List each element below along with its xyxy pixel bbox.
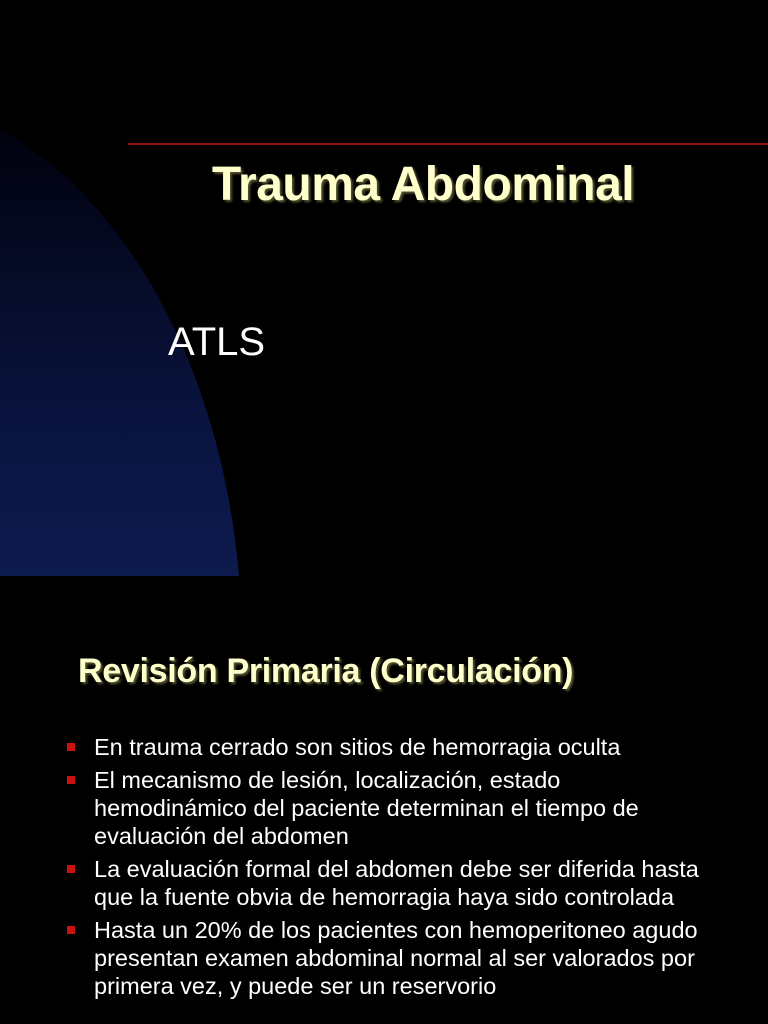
square-bullet-icon bbox=[67, 776, 75, 784]
square-bullet-icon bbox=[67, 865, 75, 873]
bullet-list bbox=[62, 733, 712, 1005]
bullet-text: La evaluación formal del abdomen debe ser diferida hasta que la fuente obvia de hemorragia haya sido controlada bbox=[94, 856, 699, 910]
list-item bbox=[62, 855, 712, 911]
list-item bbox=[62, 733, 712, 761]
list-item bbox=[62, 916, 712, 1000]
square-bullet-icon bbox=[67, 743, 75, 751]
slide-heading: Revisión Primaria (Circulación) bbox=[78, 652, 574, 690]
bullet-text: El mecanismo de lesión, localización, estado hemodinámico del paciente determinan el tiempo de evaluación del abdomen bbox=[94, 767, 639, 849]
square-bullet-icon bbox=[67, 926, 75, 934]
slide-title-heading: Trauma Abdominal bbox=[211, 158, 635, 211]
slide-subtitle: ATLS bbox=[168, 320, 266, 364]
bullet-text: En trauma cerrado son sitios de hemorragia oculta bbox=[94, 734, 621, 760]
title-divider bbox=[128, 143, 768, 145]
bullet-text: Hasta un 20% de los pacientes con hemoperitoneo agudo presentan examen abdominal normal al ser valorados por primera vez, y puede ser un reservorio bbox=[94, 917, 698, 999]
list-item bbox=[62, 766, 712, 850]
slide-primary-survey bbox=[0, 576, 768, 1024]
